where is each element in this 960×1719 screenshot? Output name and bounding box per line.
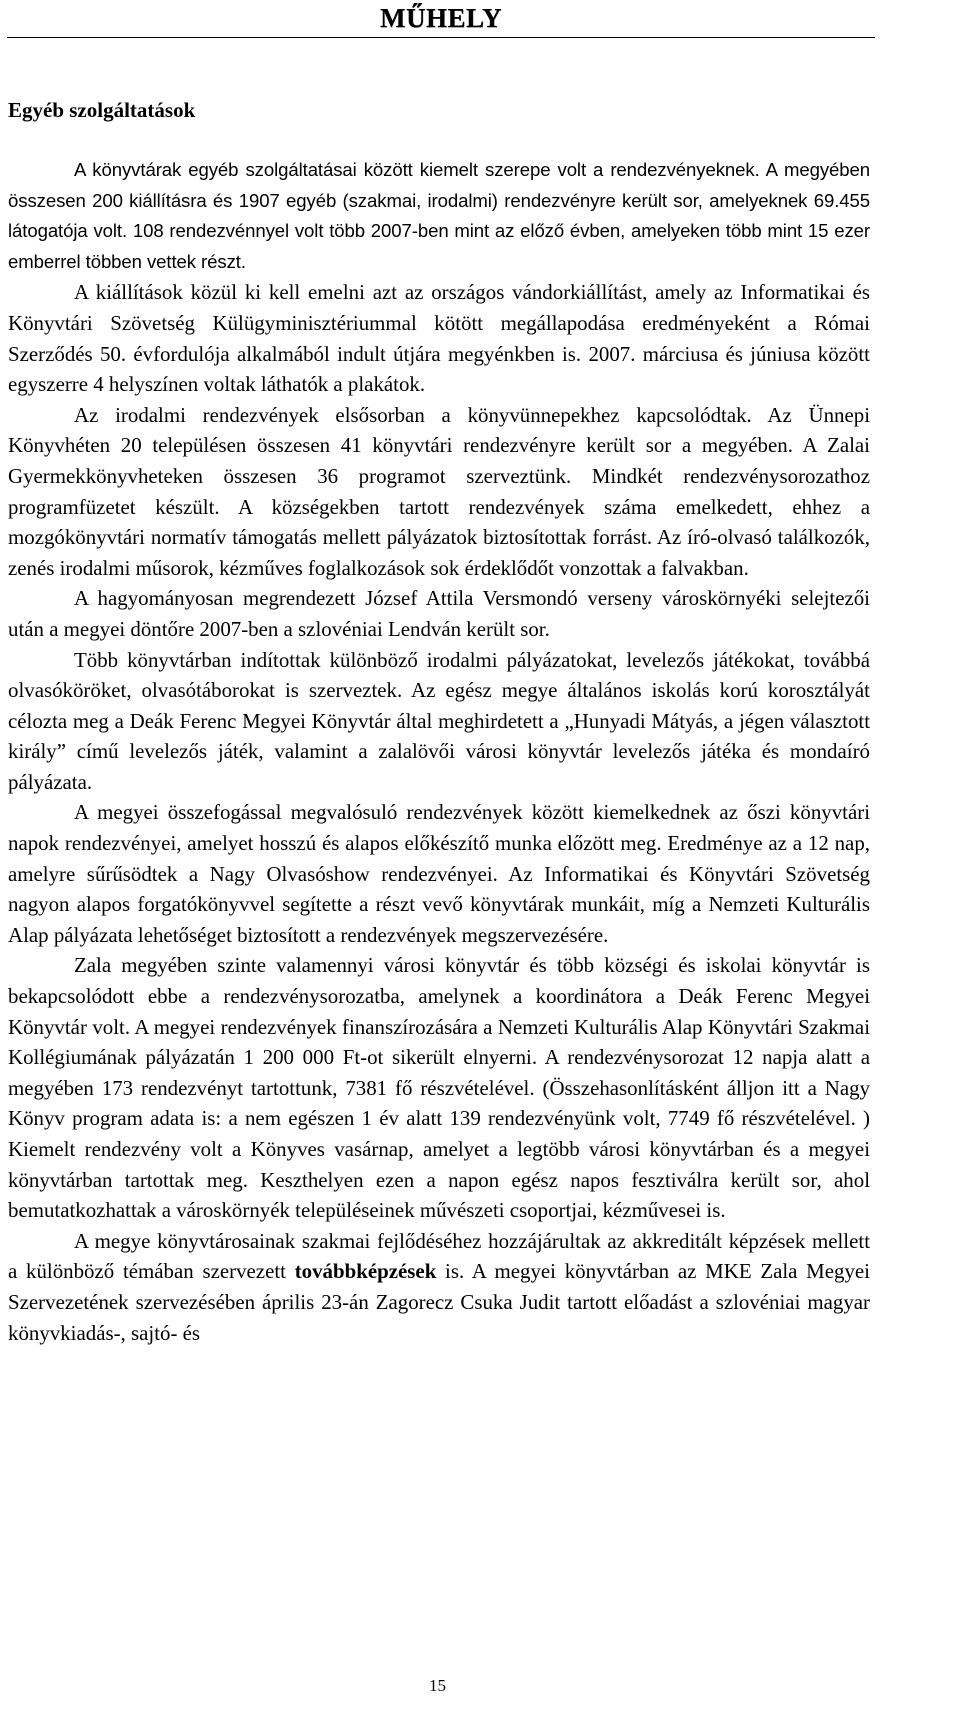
paragraph-6: A megyei összefogással megvalósuló rendezvények között kiemelkednek az őszi könyvtári napok rendezvényei, amelyet hosszú és alapos előkészítő munka előzött meg. Eredménye az a 12 nap, amelyre sűrűsödtek a Nagy Olvasóshow rendezvényei. Az Informatikai és Könyvtári Szövetség nagyon alapos forgatókönyvvel segítette a részt vevő könyvtárak munkáit, míg a Nemzeti Kulturális Alap pályázata lehetőséget biztosított a rendezvények megszervezésére. (8, 800, 870, 947)
paragraph-8-text-end: is. A megyei könyvtárban az MKE Zala Megyei Szervezetének szervezésében április 23-án Zagorecz Csuka Judit tartott előadást a szlovéniai magyar könyvkiadás-, sajtó- és (8, 1259, 870, 1345)
page-header (7, 0, 875, 38)
paragraph-1: A könyvtárak egyéb szolgáltatásai között kiemelt szerepe volt a rendezvényeknek. A megyében összesen 200 kiállításra és 1907 egyéb (szakmai, irodalmi) rendezvényre került sor, amelyeknek 69.455 látogatója volt. 108 rendezvénnyel volt több 2007-ben mint az előző évben, amelyeken több mint 15 ezer emberrel többen vettek részt. (8, 159, 870, 272)
paragraph-8 (8, 1226, 870, 1348)
page-number: 15 (429, 1676, 446, 1695)
section-title: Egyéb szolgáltatások (8, 98, 196, 122)
paragraph-2: A kiállítások közül ki kell emelni azt az országos vándorkiállítást, amely az Informatikai és Könyvtári Szövetség Külügyminisztériummal kötött megállapodása eredményeként a Római Szerződés 50. évfordulója alkalmából indult útjára megyénkben is. 2007. márciusa és júniusa között egyszerre 4 helyszínen voltak láthatók a plakátok. (8, 280, 870, 397)
paragraph-4: A hagyományosan megrendezett József Attila Versmondó verseny városkörnyéki selejtezői után a megyei döntőre 2007-ben a szlovéniai Lendván került sor. (8, 586, 870, 641)
paragraph-5: Több könyvtárban indítottak különböző irodalmi pályázatokat, levelezős játékokat, továbbá olvasóköröket, olvasótáborokat is szerveztek. Az egész megye általános iskolás korú korosztályát célozta meg a Deák Ferenc Megyei Könyvtár által meghirdetett a „Hunyadi Mátyás, a jégen választott király” című levelezős játék, valamint a zalalövői városi könyvtár levelezős játéka és mondaíró pályázata. (8, 647, 870, 794)
header-title: MŰHELY (379, 3, 503, 33)
paragraph-3: Az irodalmi rendezvények elsősorban a könyvünnepekhez kapcsolódtak. Az Ünnepi Könyvhéten 20 településen összesen 41 könyvtári rendezvényre került sor a megyében. A Zalai Gyermekkönyvheteken összesen 36 programot szerveztünk. Mindkét rendezvénysorozathoz programfüzetet készült. A községekben tartott rendezvények száma emelkedett, ehhez a mozgókönyvtári normatív támogatás mellett pályázatok biztosítottak forrást. Az író-olvasó találkozók, zenés irodalmi műsorok, kézműves foglalkozások sok érdeklődőt vonzottak a falvakban. (8, 402, 870, 580)
bold-term: továbbképzések (294, 1259, 437, 1284)
paragraph-8-text-start: A megye könyvtárosainak szakmai fejlődéséhez hozzájárultak az akkreditált képzések mellett a különböző témában szervezett (8, 1228, 870, 1284)
paragraph-7: Zala megyében szinte valamennyi városi könyvtár és több községi és iskolai könyvtár is bekapcsolódott ebbe a rendezvénysorozatba, amelynek a koordinátora a Deák Ferenc Megyei Könyvtár volt. A megyei rendezvények finanszírozására a Nemzeti Kulturális Alap Könyvtári Szakmai Kollégiumának pályázatán 1 200 000 Ft-ot sikerült elnyerni. A rendezvénysorozat 12 napja alatt a megyében 173 rendezvényt tartottunk, 7381 fő részvételével. (Összehasonlításként álljon itt a Nagy Könyv program adata is: a nem egészen 1 év alatt 139 rendezvényünk volt, 7749 fő részvételével. ) Kiemelt rendezvény volt a Könyves vasárnap, amelyet a legtöbb városi könyvtárban és a megyei könyvtárban tartottak meg. Keszthelyen ezen a napon egész napos fesztiválra került sor, ahol bemutatkozhattak a városkörnyék településeinek művészeti csoportjai, kézművesei is. (8, 953, 870, 1223)
body-text (8, 155, 870, 1348)
